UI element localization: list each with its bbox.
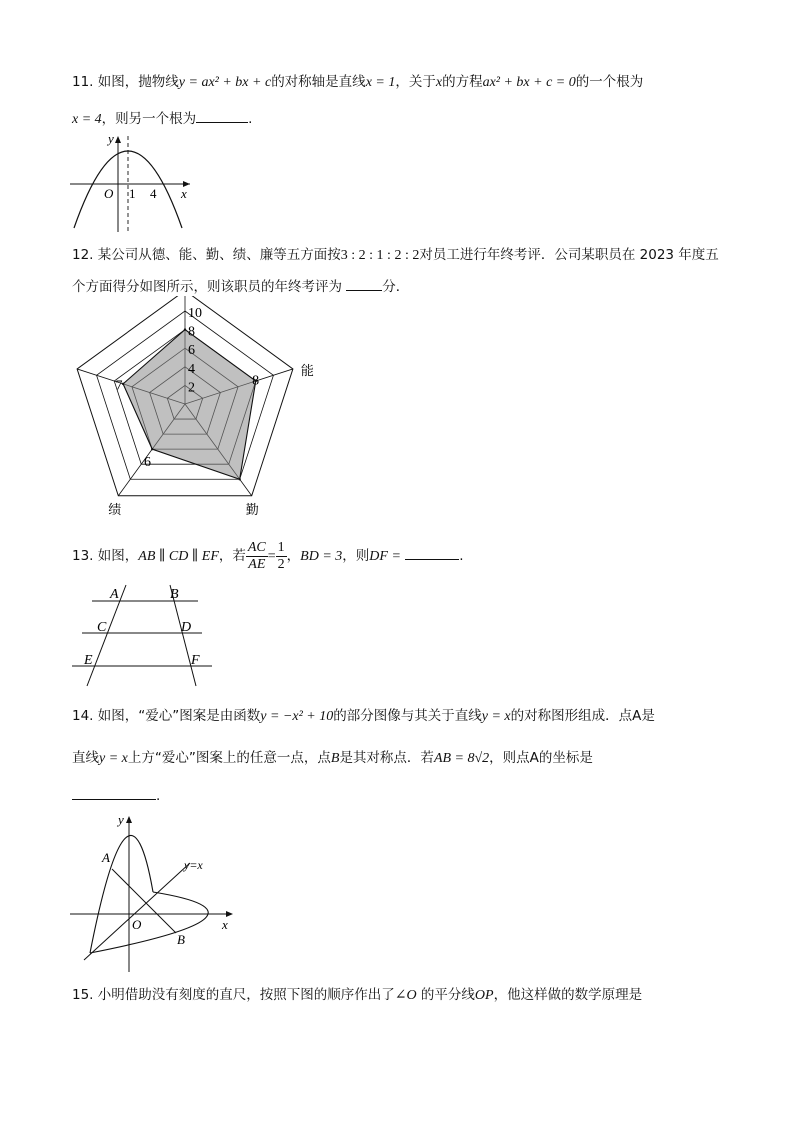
q14-y-arrow-icon (126, 816, 132, 823)
q11-parabola-figure (68, 132, 198, 234)
q13-label-f: F (191, 653, 200, 668)
q13-fraction-half: $\frac{1}{2}$ (277, 539, 285, 572)
radar-category-勤: 勤 (245, 501, 259, 517)
radar-value-label-廉: 7 (115, 378, 123, 394)
q12-answer-blank[interactable] (346, 276, 382, 291)
q14-answer-blank[interactable] (72, 785, 156, 800)
q13-parallel-lines-figure (70, 583, 220, 688)
q11-tick-1: 1 (129, 186, 136, 201)
q13-label-e: E (84, 653, 93, 668)
radar-point-德 (184, 328, 186, 330)
q11-tick-4: 4 (150, 186, 157, 201)
q14-line-label: y=x (184, 858, 203, 872)
q12-line2: 个方面得分如图所示，则该职员的年终考评为 分． (72, 276, 409, 297)
q14-label-a: A (102, 850, 110, 865)
q14-heart-upper-curve (90, 835, 153, 953)
q11-x-label: x (181, 186, 187, 201)
q13-label-b: B (170, 587, 179, 602)
q14-heart-lower-curve (90, 892, 208, 953)
radar-tick-2: 2 (188, 380, 195, 396)
radar-category-能: 能 (300, 362, 314, 378)
q13-fraction-ac-ae: $\frac{AC}{AE}$ (247, 539, 266, 572)
q11-origin-label: O (104, 186, 114, 201)
q11-y-arrow-icon (115, 136, 121, 143)
q14-origin-label: O (132, 917, 142, 932)
q14-line3: . (72, 785, 160, 806)
radar-tick-6: 6 (188, 343, 195, 359)
q12-radar-chart (70, 296, 320, 526)
q14-segment-ab (112, 869, 176, 933)
q15-line1: 15. 小明借助没有刻度的直尺，按照下图的顺序作出了∠O 的平分线OP，他这样做的数学原理是 (72, 987, 643, 1003)
radar-tick-10: 10 (188, 306, 202, 321)
q13-label-c: C (97, 620, 107, 635)
q14-line2: 直线y = x上方“爱心”图案上的任意一点，点B是其对称点．若AB = 8√2，则点A的坐标是 (72, 750, 593, 766)
radar-category-绩: 绩 (108, 501, 122, 517)
q13-answer-blank[interactable] (405, 545, 459, 560)
q14-line-y-equals-x (84, 863, 190, 960)
q13-line1: 13. 如图，AB ∥ CD ∥ EF，若 $\frac{AC}{AE}$ = $\frac{1}{2}$ ，BD = 3，则DF = . (72, 539, 464, 572)
q14-x-label: x (222, 917, 228, 932)
q14-line1: 14. 如图，“爱心”图案是由函数y = −x² + 10的部分图像与其关于直线y = x的对称图形组成．点A是 (72, 708, 655, 724)
radar-value-label-绩: 6 (144, 455, 152, 471)
q12-line1: 12. 某公司从德、能、勤、绩、廉等五方面按3 : 2 : 1 : 2 : 2对员工进行年终考评．公司某职员在 2023 年度五 (72, 247, 719, 263)
q13-label-d: D (181, 620, 192, 635)
q11-answer-blank[interactable] (196, 108, 248, 123)
q13-label-a: A (110, 587, 119, 602)
q11-line1: 11. 如图，抛物线y = ax² + bx + c的对称轴是直线x = 1，关于x的方程ax² + bx + c = 0的一个根为 (72, 74, 644, 90)
q11-y-label: y (108, 132, 114, 146)
q14-label-b: B (177, 932, 185, 947)
radar-tick-8: 8 (188, 324, 195, 340)
q13-transversal-left (87, 585, 126, 686)
radar-point-勤 (238, 478, 240, 480)
radar-value-label-能: 8 (252, 373, 260, 389)
q14-y-label: y (118, 812, 124, 827)
q11-line2: x = 4，则另一个根为 . (72, 108, 252, 130)
radar-point-绩 (151, 448, 153, 450)
q14-heart-figure (66, 812, 246, 977)
radar-tick-4: 4 (188, 361, 195, 377)
